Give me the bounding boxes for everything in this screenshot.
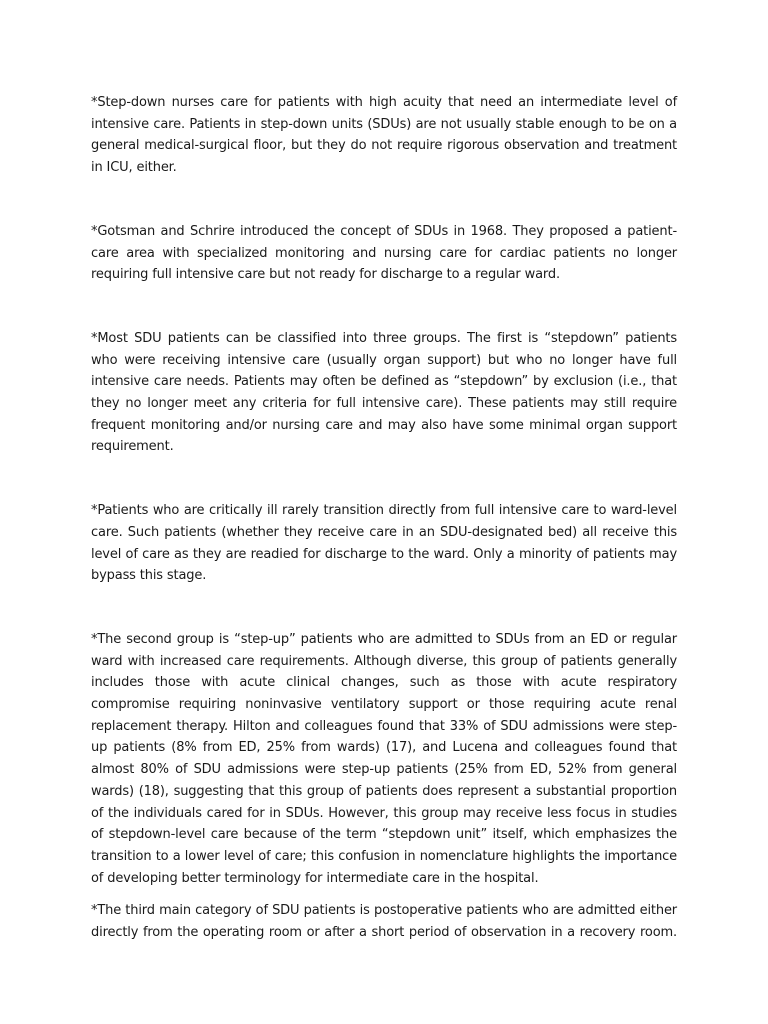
- paragraph-spacer: [91, 286, 677, 328]
- paragraph-step-up-group: *The second group is “step-up” patients who are admitted to SDUs from an ED or regular ward with increased care requirements. Although diverse, this group of patients generally includes those with acute clinical changes, such as those with acute respiratory compromise requiring noninvasive ventilatory support or those requiring acute renal replacement therapy. Hilton and colleagues found that 33% of SDU admissions were step-up patients (8% from ED, 25% from wards) (17), and Lucena and colleagues found that almost 80% of SDU admissions were step-up patients (25% from ED, 52% from general wards) (18), suggesting that this group of patients does represent a substantial proportion of the individuals cared for in SDUs. However, this group may receive less focus in studies of stepdown-level care because of the term “stepdown unit” itself, which emphasizes the transition to a lower level of care; this confusion in nomenclature highlights the importance of developing better terminology for intermediate care in the hospital.: [91, 631, 677, 886]
- paragraph-spacer: [91, 458, 677, 500]
- paragraph-postoperative-group: *The third main category of SDU patients is postoperative patients who are admitted either directly from the operating room or after a short period of observation in a recovery room.: [91, 903, 677, 941]
- paragraph-spacer: [91, 889, 677, 900]
- paragraph-step-down-nurses: *Step-down nurses care for patients with high acuity that need an intermediate level of intensive care. Patients in step-down units (SDUs) are not usually stable enough to be on a general medical-surgical floor, but they do not require rigorous observation and treatment in ICU, either.: [91, 95, 677, 176]
- paragraph-sdu-history: *Gotsman and Schrire introduced the concept of SDUs in 1968. They proposed a patient-care area with specialized monitoring and nursing care for cardiac patients no longer requiring full intensive care but not ready for discharge to a regular ward.: [91, 223, 677, 283]
- document-body: [91, 92, 677, 944]
- paragraph-stepdown-group: *Most SDU patients can be classified into three groups. The first is “stepdown” patients who were receiving intensive care (usually organ support) but who no longer have full intensive care needs. Patients may often be defined as “stepdown” by exclusion (i.e., that they no longer meet any criteria for full intensive care). These patients may still require frequent monitoring and/or nursing care and may also have some minimal organ support requirement.: [91, 330, 677, 455]
- paragraph-spacer: [91, 179, 677, 221]
- paragraph-spacer: [91, 587, 677, 629]
- paragraph-critically-ill-transition: *Patients who are critically ill rarely transition directly from full intensive care to ward-level care. Such patients (whether they receive care in an SDU-designated bed) all receive this level of care as they are readied for discharge to the ward. Only a minority of patients may bypass this stage.: [91, 503, 677, 584]
